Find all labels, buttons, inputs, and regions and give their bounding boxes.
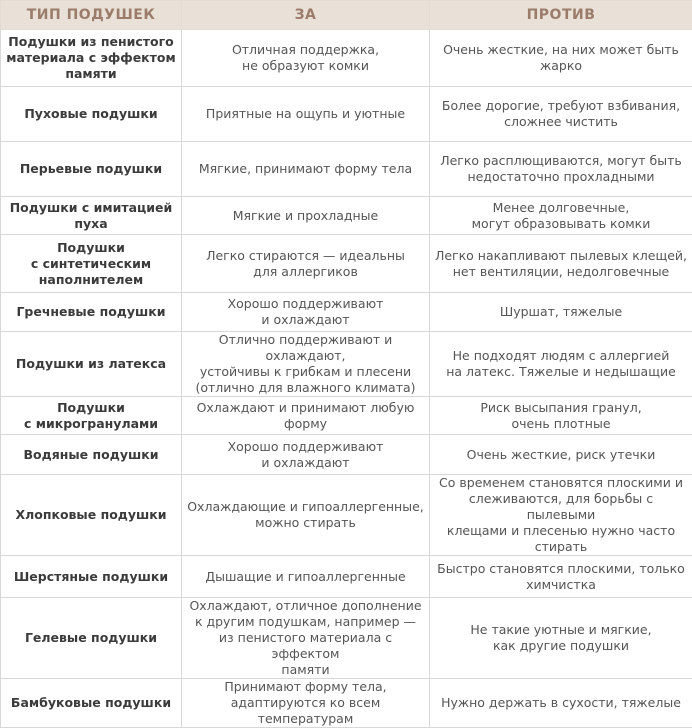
pillow-type-label: Перьевые подушки	[5, 161, 177, 177]
con-text: Быстро становятся плоскими, только химчистка	[434, 561, 688, 593]
con-cell	[430, 598, 692, 679]
con-text: Очень жесткие, на них может быть жарко	[434, 42, 688, 74]
con-text: Более дорогие, требуют взбивания, сложнее чистить	[434, 98, 688, 130]
con-cell	[430, 235, 692, 293]
pro-text: Охлаждают и принимают любую форму	[186, 400, 425, 432]
table-row	[1, 293, 692, 332]
pillow-type-cell	[1, 598, 182, 679]
table-row	[1, 397, 692, 435]
pillow-type-cell	[1, 197, 182, 235]
con-text: Риск высыпания гранул, очень плотные	[434, 400, 688, 432]
con-cell	[430, 87, 692, 142]
pillow-type-label: Хлопковые подушки	[5, 507, 177, 523]
con-cell	[430, 30, 692, 87]
pillow-type-cell	[1, 397, 182, 435]
pro-cell	[182, 397, 430, 435]
pro-cell	[182, 87, 430, 142]
pro-cell	[182, 235, 430, 293]
header-type: ТИП ПОДУШЕК	[1, 1, 182, 30]
pillow-type-label: Бамбуковые подушки	[5, 695, 177, 711]
table-row	[1, 598, 692, 679]
pro-cell	[182, 435, 430, 475]
con-cell	[430, 293, 692, 332]
con-cell	[430, 397, 692, 435]
pillow-type-label: Подушки с имитацией пуха	[5, 200, 177, 232]
pillow-type-cell	[1, 235, 182, 293]
pillow-type-cell	[1, 293, 182, 332]
pro-text: Мягкие и прохладные	[186, 208, 425, 224]
pillow-type-cell	[1, 556, 182, 598]
con-cell	[430, 679, 692, 728]
table-row	[1, 235, 692, 293]
table-row	[1, 435, 692, 475]
pro-text: Хорошо поддерживают и охлаждают	[186, 296, 425, 328]
pro-text: Охлаждающие и гипоаллергенные, можно стирать	[186, 499, 425, 531]
con-cell	[430, 332, 692, 397]
pro-text: Хорошо поддерживают и охлаждают	[186, 439, 425, 471]
pro-text: Мягкие, принимают форму тела	[186, 161, 425, 177]
pro-cell	[182, 556, 430, 598]
pro-cell	[182, 30, 430, 87]
pro-text: Охлаждают, отличное дополнение к другим подушкам, например — из пенистого материала с эффектом памяти	[186, 598, 425, 678]
con-cell	[430, 197, 692, 235]
pillow-type-label: Подушки с синтетическим наполнителем	[5, 240, 177, 288]
pro-cell	[182, 598, 430, 679]
pillow-type-label: Водяные подушки	[5, 447, 177, 463]
con-text: Не такие уютные и мягкие, как другие подушки	[434, 622, 688, 654]
table-row	[1, 556, 692, 598]
pillow-type-label: Подушки из пенистого материала с эффектом памяти	[5, 34, 177, 82]
pillow-type-cell	[1, 142, 182, 197]
pro-cell	[182, 197, 430, 235]
pillow-type-label: Подушки с микрогранулами	[5, 400, 177, 432]
con-text: Менее долговечные, могут образовывать комки	[434, 200, 688, 232]
header-con: ПРОТИВ	[430, 1, 692, 30]
pillow-type-cell	[1, 87, 182, 142]
pro-text: Принимают форму тела, адаптируются ко всем температурам	[186, 679, 425, 727]
header-pro: ЗА	[182, 1, 430, 30]
con-text: Со временем становятся плоскими и слеживаются, для борьбы с пылевыми клещами и плесенью нужно часто стирать	[434, 475, 688, 555]
con-text: Шуршат, тяжелые	[434, 304, 688, 320]
pro-cell	[182, 475, 430, 556]
con-text: Легко накапливают пылевых клещей, нет вентиляции, недолговечные	[434, 248, 688, 280]
pillow-type-label: Шерстяные подушки	[5, 569, 177, 585]
pro-cell	[182, 332, 430, 397]
pillow-type-cell	[1, 332, 182, 397]
table-row	[1, 142, 692, 197]
pillow-type-cell	[1, 679, 182, 728]
pro-cell	[182, 293, 430, 332]
pillow-type-cell	[1, 435, 182, 475]
table-row	[1, 197, 692, 235]
table-row	[1, 87, 692, 142]
con-text: Не подходят людям с аллергией на латекс. Тяжелые и недышащие	[434, 348, 688, 380]
pro-text: Приятные на ощупь и уютные	[186, 106, 425, 122]
con-cell	[430, 435, 692, 475]
table-row	[1, 332, 692, 397]
pro-text: Отлично поддерживают и охлаждают, устойчивы к грибкам и плесени (отлично для влажного климата)	[186, 332, 425, 396]
pillow-type-label: Подушки из латекса	[5, 356, 177, 372]
pillow-type-label: Пуховые подушки	[5, 106, 177, 122]
table-row	[1, 30, 692, 87]
con-cell	[430, 475, 692, 556]
pro-text: Легко стираются — идеальны для аллергиков	[186, 248, 425, 280]
pillow-type-cell	[1, 475, 182, 556]
con-text: Очень жесткие, риск утечки	[434, 447, 688, 463]
table-row	[1, 679, 692, 728]
table-row	[1, 475, 692, 556]
pillow-type-label: Гречневые подушки	[5, 304, 177, 320]
con-text: Нужно держать в сухости, тяжелые	[434, 695, 688, 711]
pillow-type-label: Гелевые подушки	[5, 630, 177, 646]
header-row	[1, 1, 692, 30]
pro-text: Отличная поддержка, не образуют комки	[186, 42, 425, 74]
con-cell	[430, 556, 692, 598]
pro-cell	[182, 679, 430, 728]
pro-cell	[182, 142, 430, 197]
pillow-type-cell	[1, 30, 182, 87]
pro-text: Дышащие и гипоаллергенные	[186, 569, 425, 585]
con-cell	[430, 142, 692, 197]
con-text: Легко расплющиваются, могут быть недостаточно прохладными	[434, 153, 688, 185]
